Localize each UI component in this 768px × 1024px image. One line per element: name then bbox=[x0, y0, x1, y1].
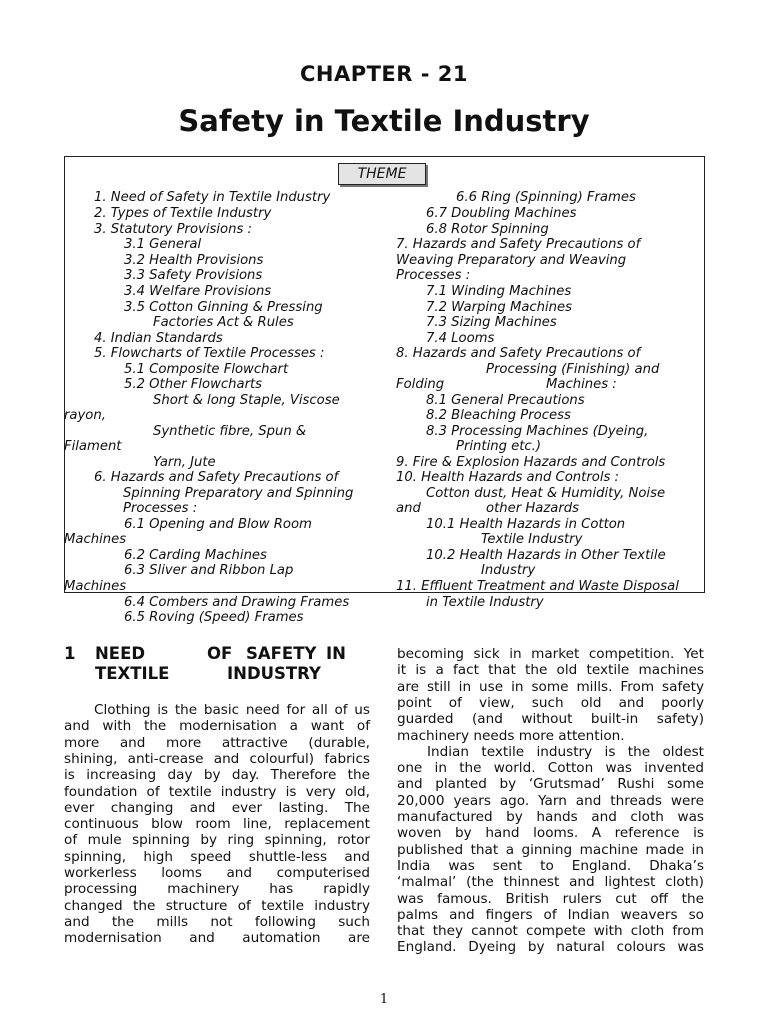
toc-right-line-19: 9. Fire & Explosion Hazards and Controls bbox=[396, 455, 666, 470]
toc-left-line-1: 1. Need of Safety in Textile Industry bbox=[94, 190, 331, 205]
body-right-line-18: that they cannot compete with cloth from bbox=[397, 923, 704, 940]
toc-left-line-28: 6.5 Roving (Speed) Frames bbox=[124, 610, 304, 625]
toc-right-line-15: 8.1 General Precautions bbox=[426, 393, 585, 408]
toc-right-line-6: Processes : bbox=[396, 268, 471, 283]
toc-left-line-10: 4. Indian Standards bbox=[94, 331, 223, 346]
body-left-line-2: and with the modernisation a want of bbox=[64, 718, 370, 735]
toc-right-line-3: 6.8 Rotor Spinning bbox=[426, 222, 549, 237]
body-left-line-14: and the mills not following such bbox=[64, 913, 370, 930]
toc-right-line-5: Weaving Preparatory and Weaving bbox=[396, 253, 627, 268]
body-right-line-15: ‘malmal’ (the thinnest and lightest cloth) bbox=[397, 874, 704, 891]
toc-left-line-9: Factories Act & Rules bbox=[153, 315, 294, 330]
heading-word-4: IN bbox=[326, 644, 346, 663]
heading-word-5: TEXTILE bbox=[95, 664, 170, 683]
toc-left-line-13: 5.2 Other Flowcharts bbox=[124, 377, 263, 392]
toc-right-line-1: 6.6 Ring (Spinning) Frames bbox=[456, 190, 636, 205]
toc-right-line-8: 7.2 Warping Machines bbox=[426, 300, 573, 315]
toc-left-line-26: Machines bbox=[64, 579, 127, 594]
body-right-line-17: palms and fingers of Indian weavers so bbox=[397, 906, 704, 923]
toc-right-line-22: and bbox=[396, 501, 421, 516]
body-left-line-3: more and more attractive (durable, bbox=[64, 734, 370, 751]
toc-right-line-16: 8.2 Bleaching Process bbox=[426, 408, 571, 423]
toc-left-line-5: 3.2 Health Provisions bbox=[124, 253, 264, 268]
toc-right-line-11: 8. Hazards and Safety Precautions of bbox=[396, 346, 641, 361]
toc-right-line-14: Machines : bbox=[546, 377, 617, 392]
toc-right-line-20: 10. Health Hazards and Controls : bbox=[396, 470, 619, 485]
toc-left-line-7: 3.4 Welfare Provisions bbox=[124, 284, 272, 299]
body-right-line-14: India was sent to England. Dhaka’s bbox=[397, 857, 704, 874]
body-left-line-4: shining, anti-crease and colourful) fabrics bbox=[64, 750, 370, 767]
body-right-line-8: one in the world. Cotton was invented bbox=[397, 760, 704, 777]
toc-left-line-16: Synthetic fibre, Spun & bbox=[153, 424, 307, 439]
toc-left-line-11: 5. Flowcharts of Textile Processes : bbox=[94, 346, 325, 361]
body-left-line-7: ever changing and ever lasting. The bbox=[64, 799, 370, 816]
body-left-line-6: foundation of textile industry is very old, bbox=[64, 783, 370, 800]
toc-right-line-18: Printing etc.) bbox=[456, 439, 542, 454]
body-left-line-1: Clothing is the basic need for all of us bbox=[94, 702, 370, 718]
theme-label: THEME bbox=[338, 163, 426, 185]
toc-left-line-18: Yarn, Jute bbox=[153, 455, 216, 470]
toc-left-line-24: 6.2 Carding Machines bbox=[124, 548, 267, 563]
toc-left-line-8: 3.5 Cotton Ginning & Pressing bbox=[124, 300, 323, 315]
heading-word-2: OF bbox=[207, 644, 233, 663]
toc-left-line-3: 3. Statutory Provisions : bbox=[94, 222, 252, 237]
toc-right-line-23: other Hazards bbox=[486, 501, 579, 516]
body-right-line-10: 20,000 years ago. Yarn and threads were bbox=[397, 792, 704, 809]
toc-right-line-17: 8.3 Processing Machines (Dyeing, bbox=[426, 424, 649, 439]
body-left-line-10: spinning, high speed shuttle-less and bbox=[64, 848, 370, 865]
toc-right-line-21: Cotton dust, Heat & Humidity, Noise bbox=[426, 486, 666, 501]
toc-right-line-29: in Textile Industry bbox=[426, 595, 544, 610]
toc-left-line-25: 6.3 Sliver and Ribbon Lap bbox=[124, 563, 294, 578]
section-number: 1 bbox=[64, 644, 76, 663]
toc-left-line-27: 6.4 Combers and Drawing Frames bbox=[124, 595, 350, 610]
body-right-line-2: it is a fact that the old textile machines bbox=[397, 662, 704, 679]
body-right-line-13: published that a ginning machine made in bbox=[397, 841, 704, 858]
body-right-line-7: Indian textile industry is the oldest bbox=[427, 743, 704, 760]
body-left-line-15: modernisation and automation are bbox=[64, 930, 370, 947]
chapter-heading: CHAPTER - 21 bbox=[299, 62, 469, 86]
body-right-line-4: point of view, such old and poorly bbox=[397, 694, 704, 711]
toc-right-line-4: 7. Hazards and Safety Precautions of bbox=[396, 237, 641, 252]
toc-left-line-4: 3.1 General bbox=[124, 237, 202, 252]
body-right-line-3: are still in use in some mills. From safety bbox=[397, 678, 704, 695]
body-left-line-5: is increasing day by day. Therefore the bbox=[64, 767, 370, 784]
toc-right-line-7: 7.1 Winding Machines bbox=[426, 284, 572, 299]
toc-right-line-9: 7.3 Sizing Machines bbox=[426, 315, 557, 330]
toc-left-line-17: Filament bbox=[64, 439, 122, 454]
body-right-line-1: becoming sick in market competition. Yet bbox=[397, 646, 704, 662]
body-left-line-11: workerless looms and computerised bbox=[64, 865, 370, 881]
heading-word-1: NEED bbox=[95, 644, 146, 663]
toc-left-line-21: Processes : bbox=[123, 501, 198, 516]
toc-left-line-2: 2. Types of Textile Industry bbox=[94, 206, 272, 221]
body-right-line-6: machinery needs more attention. bbox=[397, 727, 625, 744]
toc-left-line-15: rayon, bbox=[64, 408, 106, 423]
toc-left-line-14: Short & long Staple, Viscose bbox=[153, 393, 340, 408]
body-left-line-13: changed the structure of textile industry bbox=[64, 897, 370, 914]
toc-right-line-24: 10.1 Health Hazards in Cotton bbox=[426, 517, 626, 532]
toc-right-line-10: 7.4 Looms bbox=[426, 331, 495, 346]
toc-left-line-19: 6. Hazards and Safety Precautions of bbox=[94, 470, 339, 485]
body-right-line-5: guarded (and without built-in safety) bbox=[397, 711, 704, 728]
body-left-line-8: continuous blow room line, replacement bbox=[64, 816, 370, 833]
toc-left-line-6: 3.3 Safety Provisions bbox=[124, 268, 263, 283]
body-left-line-12: processing machinery has rapidly bbox=[64, 881, 370, 898]
toc-right-line-26: 10.2 Health Hazards in Other Textile bbox=[426, 548, 666, 563]
body-right-line-19: England. Dyeing by natural colours was bbox=[397, 939, 704, 956]
toc-right-line-27: Industry bbox=[481, 563, 536, 578]
body-right-line-12: woven by hand looms. A reference is bbox=[397, 825, 704, 842]
toc-right-line-12: Processing (Finishing) and bbox=[486, 362, 660, 377]
toc-right-line-28: 11. Effluent Treatment and Waste Disposal bbox=[396, 579, 679, 594]
toc-left-line-23: Machines bbox=[64, 532, 127, 547]
toc-right-line-2: 6.7 Doubling Machines bbox=[426, 206, 577, 221]
page-title: Safety in Textile Industry bbox=[178, 104, 590, 138]
body-left-line-9: of mule spinning by ring spinning, rotor bbox=[64, 832, 370, 849]
heading-word-3: SAFETY bbox=[246, 644, 317, 663]
toc-right-line-25: Textile Industry bbox=[481, 532, 583, 547]
body-right-line-9: and planted by ‘Grutsmad’ Rushi some bbox=[397, 776, 704, 793]
toc-left-line-20: Spinning Preparatory and Spinning bbox=[123, 486, 354, 501]
toc-right-line-13: Folding bbox=[396, 377, 445, 392]
body-right-line-16: was famous. British rulers cut off the bbox=[397, 890, 704, 907]
heading-word-6: INDUSTRY bbox=[227, 664, 321, 683]
body-right-line-11: manufactured by hands and cloth was bbox=[397, 809, 704, 825]
page-number: 1 bbox=[379, 992, 389, 1007]
toc-left-line-22: 6.1 Opening and Blow Room bbox=[124, 517, 312, 532]
toc-left-line-12: 5.1 Composite Flowchart bbox=[124, 362, 289, 377]
